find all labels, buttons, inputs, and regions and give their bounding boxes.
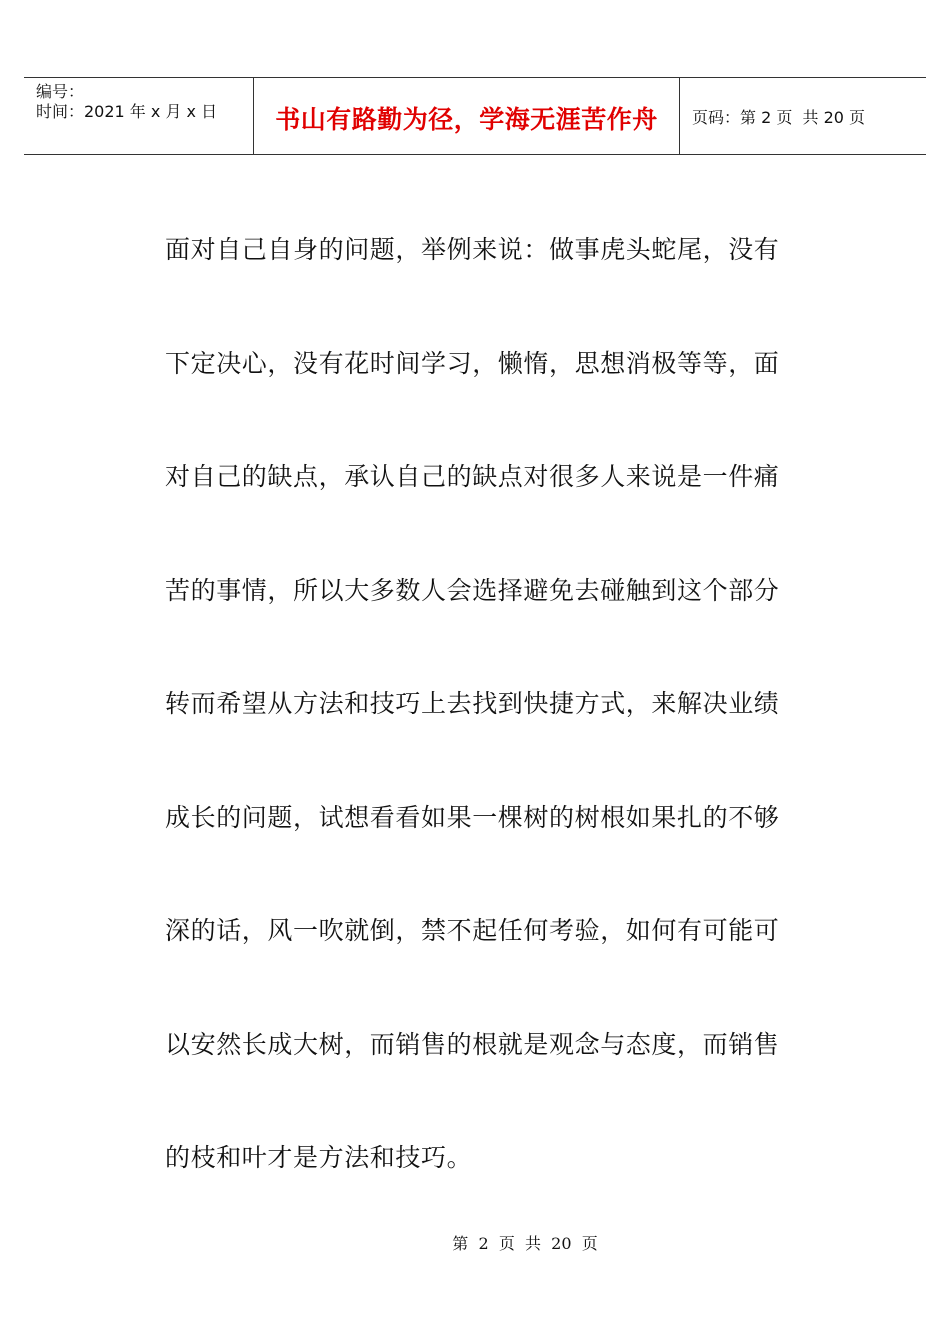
body-line: 成长的问题，试想看看如果一棵树的树根如果扎的不够 <box>165 802 780 832</box>
document-number-label: 编号： <box>36 82 85 101</box>
body-line: 苦的事情，所以大多数人会选择避免去碰触到这个部分 <box>165 575 780 605</box>
header-page-info-text: 页码：第 2 页 共 20 页 <box>692 107 866 127</box>
page-footer <box>0 1231 950 1254</box>
body-line: 转而希望从方法和技巧上去找到快捷方式，来解决业绩 <box>165 689 780 718</box>
header-motto: 书山有路勤为径，学海无涯苦作舟 <box>254 78 680 154</box>
page-header <box>24 77 926 155</box>
header-page-info <box>680 78 926 154</box>
document-time-label: 时间：2021 年 x 月 x 日 <box>36 102 218 121</box>
footer-page-number: 第 2 页 共 20 页 <box>452 1234 598 1253</box>
body-text <box>165 193 785 1215</box>
body-line: 以安然长成大树，而销售的根就是观念与态度，而销售 <box>165 1029 780 1059</box>
body-line: 下定决心，没有花时间学习，懒惰，思想消极等等，面 <box>165 348 780 378</box>
body-line: 面对自己自身的问题，举例来说：做事虎头蛇尾，没有 <box>165 235 780 264</box>
header-meta <box>24 78 254 154</box>
body-line: 深的话，风一吹就倒，禁不起任何考验，如何有可能可 <box>165 916 780 945</box>
body-line: 对自己的缺点，承认自己的缺点对很多人来说是一件痛 <box>165 462 780 491</box>
body-line: 的枝和叶才是方法和技巧。 <box>165 1143 473 1172</box>
